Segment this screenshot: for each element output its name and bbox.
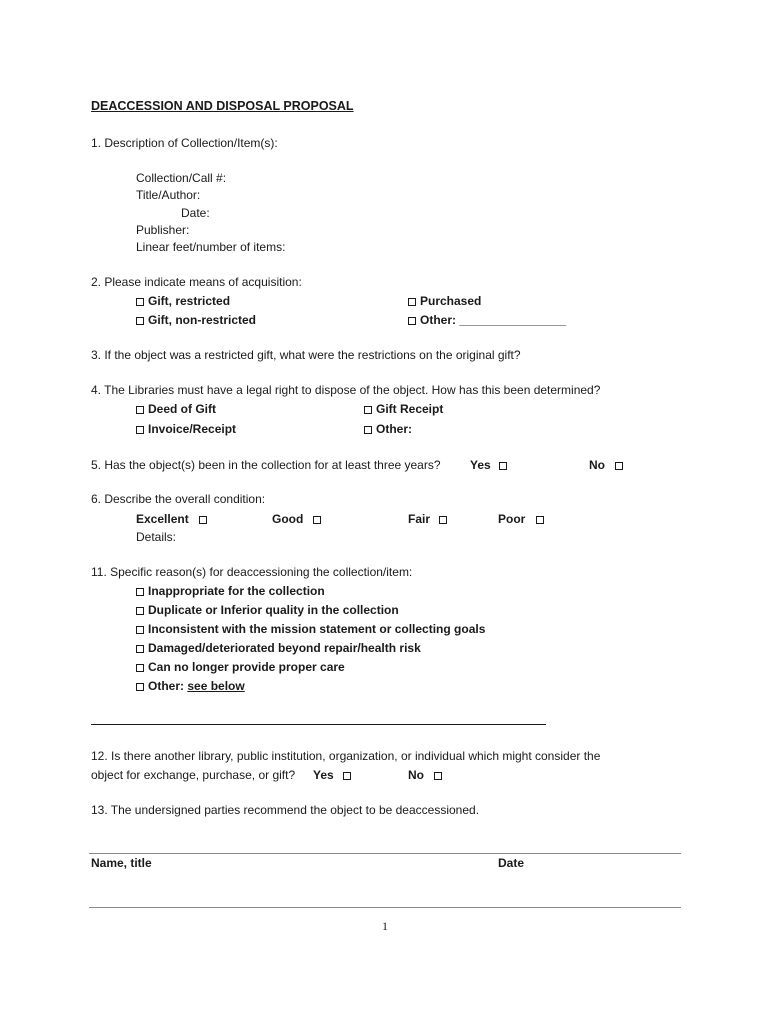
option-label: Inappropriate for the collection <box>148 584 325 598</box>
option-excellent[interactable] <box>136 512 189 527</box>
option-label: Gift, non-restricted <box>148 313 257 327</box>
option-good[interactable] <box>272 512 303 527</box>
option-label: Other: <box>148 679 184 693</box>
reason-duplicate[interactable] <box>136 603 399 618</box>
option-label: Gift, restricted <box>148 294 231 308</box>
checkbox-icon[interactable] <box>364 406 372 414</box>
checkbox-icon[interactable] <box>408 298 416 306</box>
signature-line <box>89 853 681 854</box>
checkbox-icon[interactable] <box>434 768 442 783</box>
checkbox-icon[interactable] <box>136 317 144 325</box>
option-gift-nonrestricted[interactable] <box>136 313 256 328</box>
checkbox-icon[interactable] <box>136 406 144 414</box>
option-label: Inconsistent with the mission statement or collecting goals <box>148 622 486 636</box>
fill-in-line <box>91 724 546 725</box>
option-label: Good <box>272 512 304 526</box>
see-below-link[interactable]: see below <box>187 679 245 693</box>
option-label: Can no longer provide proper care <box>148 660 345 674</box>
option-label: Yes <box>313 768 334 782</box>
option-purchased[interactable] <box>408 294 481 309</box>
option-label: Duplicate or Inferior quality in the collection <box>148 603 399 617</box>
option-label: Damaged/deteriorated beyond repair/health risk <box>148 641 421 655</box>
field-collection-call: Collection/Call #: <box>136 171 227 185</box>
page-title: DEACCESSION AND DISPOSAL PROPOSAL <box>91 99 354 113</box>
option-gift-restricted[interactable] <box>136 294 230 309</box>
option-q12-no[interactable] <box>408 768 424 783</box>
option-q5-yes[interactable] <box>470 458 491 473</box>
option-poor[interactable] <box>498 512 525 527</box>
option-label: Fair <box>408 512 431 526</box>
checkbox-icon[interactable] <box>136 626 144 634</box>
q3-label: 3. If the object was a restricted gift, what were the restrictions on the original gift? <box>91 348 521 362</box>
reason-no-care[interactable] <box>136 660 345 675</box>
checkbox-icon[interactable] <box>499 458 507 473</box>
option-label: Yes <box>470 458 491 472</box>
q13-label: 13. The undersigned parties recommend the object to be deaccessioned. <box>91 803 480 817</box>
checkbox-icon[interactable] <box>364 426 372 434</box>
q6-label: 6. Describe the overall condition: <box>91 492 266 506</box>
checkbox-icon[interactable] <box>439 512 447 527</box>
option-label: Invoice/Receipt <box>148 422 237 436</box>
option-label: No <box>408 768 424 782</box>
footer-line <box>89 907 681 908</box>
field-linear-feet: Linear feet/number of items: <box>136 240 286 254</box>
option-gift-receipt[interactable] <box>364 402 443 417</box>
option-label: Excellent <box>136 512 189 526</box>
option-label: Poor <box>498 512 526 526</box>
q1-label: 1. Description of Collection/Item(s): <box>91 136 278 150</box>
q2-label: 2. Please indicate means of acquisition: <box>91 275 302 289</box>
option-legal-other[interactable] <box>364 422 412 437</box>
option-deed-of-gift[interactable] <box>136 402 216 417</box>
checkbox-icon[interactable] <box>136 426 144 434</box>
option-label: Other: <box>376 422 412 436</box>
reason-other[interactable] <box>136 679 245 694</box>
checkbox-icon[interactable] <box>136 607 144 615</box>
q5-label: 5. Has the object(s) been in the collection for at least three years? <box>91 458 441 472</box>
field-publisher: Publisher: <box>136 223 190 237</box>
option-label: Other: ________________ <box>420 313 567 327</box>
checkbox-icon[interactable] <box>343 768 351 783</box>
option-label: Purchased <box>420 294 482 308</box>
name-title-label: Name, title <box>91 856 152 870</box>
reason-inconsistent[interactable] <box>136 622 485 637</box>
field-title-author: Title/Author: <box>136 188 201 202</box>
checkbox-icon[interactable] <box>136 683 144 691</box>
checkbox-icon[interactable] <box>136 298 144 306</box>
checkbox-icon[interactable] <box>536 512 544 527</box>
q4-label: 4. The Libraries must have a legal right to dispose of the object. How has this been determined? <box>91 383 601 397</box>
q12-label-line1: 12. Is there another library, public institution, organization, or individual which might consider the <box>91 749 601 763</box>
option-q12-yes[interactable] <box>313 768 334 783</box>
checkbox-icon[interactable] <box>615 458 623 473</box>
page-number: 1 <box>382 919 388 933</box>
checkbox-icon[interactable] <box>408 317 416 325</box>
checkbox-icon[interactable] <box>136 588 144 596</box>
q12-label-line2: object for exchange, purchase, or gift? <box>91 768 296 782</box>
option-label: No <box>589 458 605 472</box>
details-label: Details: <box>136 530 177 544</box>
date-label: Date <box>498 856 525 870</box>
checkbox-icon[interactable] <box>199 512 207 527</box>
checkbox-icon[interactable] <box>136 645 144 653</box>
option-q5-no[interactable] <box>589 458 605 473</box>
checkbox-icon[interactable] <box>136 664 144 672</box>
option-label: Gift Receipt <box>376 402 444 416</box>
option-fair[interactable] <box>408 512 430 527</box>
option-label: Deed of Gift <box>148 402 216 416</box>
reason-inappropriate[interactable] <box>136 584 325 599</box>
checkbox-icon[interactable] <box>313 512 321 527</box>
reason-damaged[interactable] <box>136 641 421 656</box>
q11-label: 11. Specific reason(s) for deaccessioning the collection/item: <box>91 565 413 579</box>
option-acquisition-other[interactable] <box>408 313 566 328</box>
option-invoice-receipt[interactable] <box>136 422 236 437</box>
field-date: Date: <box>181 206 210 220</box>
